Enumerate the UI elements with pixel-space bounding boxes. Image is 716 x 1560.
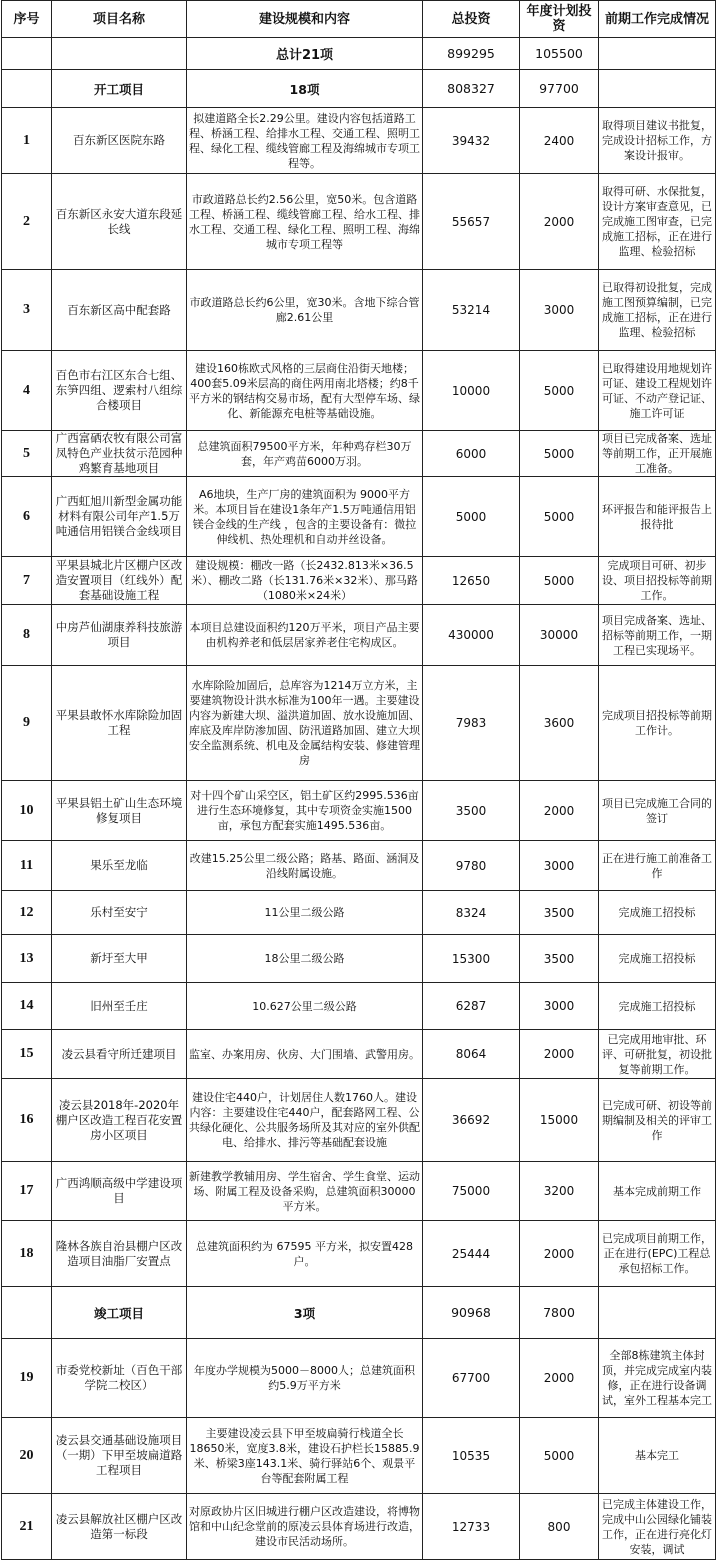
group-row (2, 1287, 716, 1339)
annual-investment: 2000 (520, 781, 599, 841)
preparation-status: 已完成项目前期工作，正在进行(EPC)工程总承包招标工作。 (599, 1221, 716, 1287)
preparation-status: 基本完工 (599, 1418, 716, 1494)
header-scale: 建设规模和内容 (187, 1, 423, 38)
row-number: 6 (2, 477, 52, 557)
row-number: 14 (2, 983, 52, 1030)
preparation-status: 完成项目可研、初步设、项目招投标等前期工作。 (599, 557, 716, 605)
annual-investment: 5000 (520, 1418, 599, 1494)
project-scale: 对十四个矿山采空区，铝土矿区约2995.536亩进行生态环境修复，其中专项资金实施1500亩，承包方配套实施1495.536亩。 (187, 781, 423, 841)
project-scale: 对原政协片区旧城进行棚户区改造建设，将博物馆和中山纪念堂前的原凌云县体育场进行改造，建设市民活动场所。 (187, 1494, 423, 1560)
total-investment: 3500 (423, 781, 520, 841)
header-no: 序号 (2, 1, 52, 38)
total-investment: 10000 (423, 351, 520, 431)
annual-investment: 5000 (520, 557, 599, 605)
table-row (2, 477, 716, 557)
header-row (2, 1, 716, 38)
header-status: 前期工作完成情况 (599, 1, 716, 38)
annual-investment: 3000 (520, 270, 599, 351)
project-name: 凌云县2018年-2020年棚户区改造工程百花安置房小区项目 (52, 1079, 187, 1162)
row-number: 18 (2, 1221, 52, 1287)
table-row (2, 841, 716, 891)
row-number: 15 (2, 1030, 52, 1079)
annual-investment: 5000 (520, 431, 599, 477)
annual-investment: 800 (520, 1494, 599, 1560)
table-row (2, 270, 716, 351)
total-investment: 7983 (423, 666, 520, 781)
total-investment: 6000 (423, 431, 520, 477)
project-name: 隆林各族自治县棚户区改造项目油脂厂安置点 (52, 1221, 187, 1287)
project-name: 平果县铝土矿山生态环境修复项目 (52, 781, 187, 841)
table-row (2, 983, 716, 1030)
project-scale: A6地块，生产厂房的建筑面积为 9000平方米。本项目旨在建设1条年产1.5万吨通信用铝镁合金线的生产线 ，包含的主要设备有：微拉伸线机、热处理机和自动并丝设备。 (187, 477, 423, 557)
project-scale: 主要建设凌云县下甲至坡扁骑行栈道全长18650米，宽度3.8米，建设石护栏长15885.9米、桥梁3座143.1米、骑行驿站6个、观景平台等配套附属工程 (187, 1418, 423, 1494)
annual-investment: 5000 (520, 351, 599, 431)
table-row (2, 1418, 716, 1494)
annual-investment: 2000 (520, 1221, 599, 1287)
project-name: 新圩至大甲 (52, 935, 187, 983)
project-scale: 总建筑面积约为 67595 平方米，拟安置428户。 (187, 1221, 423, 1287)
total-investment: 5000 (423, 477, 520, 557)
row-number: 8 (2, 605, 52, 666)
project-scale: 18公里二级公路 (187, 935, 423, 983)
project-name: 广西富硒农牧有限公司富凤特色产业扶贫示范园种鸡繁育基地项目 (52, 431, 187, 477)
total-investment: 15300 (423, 935, 520, 983)
preparation-status: 已取得初设批复，完成施工图预算编制，已完成施工招标，正在进行监理、检验招标 (599, 270, 716, 351)
preparation-status: 完成施工招投标 (599, 983, 716, 1030)
group-no (2, 70, 52, 108)
project-scale: 本项目总建设面积约120万平米，项目产品主要由机构养老和低层居家养老住宅构成区。 (187, 605, 423, 666)
project-name: 百东新区医院东路 (52, 108, 187, 174)
annual-investment: 3000 (520, 983, 599, 1030)
project-name: 凌云县解放社区棚户区改造第一标段 (52, 1494, 187, 1560)
summary-no (2, 38, 52, 70)
row-number: 16 (2, 1079, 52, 1162)
row-number: 12 (2, 891, 52, 935)
row-number: 7 (2, 557, 52, 605)
table-row (2, 935, 716, 983)
table-row (2, 174, 716, 270)
table-row (2, 781, 716, 841)
project-name: 果乐至龙临 (52, 841, 187, 891)
project-name: 乐村至安宁 (52, 891, 187, 935)
annual-investment: 2000 (520, 1030, 599, 1079)
preparation-status: 完成项目招投标等前期工作计。 (599, 666, 716, 781)
annual-investment: 3500 (520, 935, 599, 983)
table-row (2, 431, 716, 477)
table-row (2, 351, 716, 431)
project-scale: 总建筑面积79500平方米，年种鸡存栏30万套，年产鸡苗6000万羽。 (187, 431, 423, 477)
row-number: 9 (2, 666, 52, 781)
project-scale: 改建15.25公里二级公路；路基、路面、涵洞及沿线附属设施。 (187, 841, 423, 891)
total-investment: 55657 (423, 174, 520, 270)
row-number: 11 (2, 841, 52, 891)
total-investment: 36692 (423, 1079, 520, 1162)
group-count: 3项 (187, 1287, 423, 1339)
project-scale: 水库除险加固后，总库容为1214万立方米，主要建筑物设计洪水标准为100年一遇。主要建设内容为新建大坝、溢洪道加固、放水设施加固、库底及库岸防渗加固、防汛道路加固、建立大坝安全监测系统、机电及金属结构安装、修建管理房 (187, 666, 423, 781)
table-row (2, 1162, 716, 1221)
total-investment: 12733 (423, 1494, 520, 1560)
header-annual: 年度计划投资 (520, 1, 599, 38)
annual-investment: 2400 (520, 108, 599, 174)
table-row (2, 108, 716, 174)
row-number: 21 (2, 1494, 52, 1560)
row-number: 19 (2, 1339, 52, 1418)
project-name: 旧州至壬庄 (52, 983, 187, 1030)
table-row (2, 1494, 716, 1560)
summary-status (599, 38, 716, 70)
project-scale: 建设规模：棚改一路（长2432.813米×36.5米）、棚改二路（长131.76米×32米）、那马路（1080米×24米） (187, 557, 423, 605)
project-name: 凌云县看守所迁建项目 (52, 1030, 187, 1079)
project-scale: 建设160栋欧式风格的三层商住沿街天地楼；400套5.09米层高的商住两用南北塔楼；约8千平方米的钢结构交易市场，配有大型停车场、绿化、新能源充电桩等基础设施。 (187, 351, 423, 431)
total-investment: 39432 (423, 108, 520, 174)
total-investment: 8064 (423, 1030, 520, 1079)
row-number: 10 (2, 781, 52, 841)
annual-investment: 3600 (520, 666, 599, 781)
project-name: 百东新区永安大道东段延长线 (52, 174, 187, 270)
project-name: 凌云县交通基础设施项目（一期）下甲至坡扁道路工程项目 (52, 1418, 187, 1494)
annual-investment: 2000 (520, 1339, 599, 1418)
group-annual: 97700 (520, 70, 599, 108)
project-investment-table (1, 0, 716, 1560)
project-scale: 新建教学教辅用房、学生宿舍、学生食堂、运动场、附属工程及设备采购，总建筑面积30000平方米。 (187, 1162, 423, 1221)
preparation-status: 已完成可研、初设等前期编制及相关的评审工作 (599, 1079, 716, 1162)
row-number: 3 (2, 270, 52, 351)
project-scale: 年度办学规模为5000－8000人；总建筑面积约5.9万平方米 (187, 1339, 423, 1418)
table-row (2, 666, 716, 781)
row-number: 17 (2, 1162, 52, 1221)
table-row (2, 1079, 716, 1162)
total-investment: 10535 (423, 1418, 520, 1494)
row-number: 20 (2, 1418, 52, 1494)
project-name: 平果县城北片区棚户区改造安置项目（红线外）配套基础设施工程 (52, 557, 187, 605)
preparation-status: 正在进行施工前准备工作 (599, 841, 716, 891)
total-investment: 67700 (423, 1339, 520, 1418)
annual-investment: 3200 (520, 1162, 599, 1221)
summary-annual: 105500 (520, 38, 599, 70)
project-name: 百东新区高中配套路 (52, 270, 187, 351)
project-scale: 监室、办案用房、伙房、大门围墙、武警用房。 (187, 1030, 423, 1079)
row-number: 13 (2, 935, 52, 983)
preparation-status: 完成施工招投标 (599, 891, 716, 935)
group-status (599, 1287, 716, 1339)
preparation-status: 项目已完成施工合同的签订 (599, 781, 716, 841)
project-scale: 市政道路总长约2.56公里，宽50米。包含道路工程、桥涵工程、缆线管廊工程、给水工程、排水工程、交通工程、绿化工程、照明工程、海绵城市专项工程等 (187, 174, 423, 270)
row-number: 2 (2, 174, 52, 270)
total-investment: 12650 (423, 557, 520, 605)
group-no (2, 1287, 52, 1339)
project-name: 市委党校新址（百色干部学院二校区） (52, 1339, 187, 1418)
project-name: 中房芦仙湖康养科技旅游项目 (52, 605, 187, 666)
row-number: 4 (2, 351, 52, 431)
preparation-status: 项目已完成备案、选址等前期工作，正开展施工准备。 (599, 431, 716, 477)
header-total: 总投资 (423, 1, 520, 38)
group-row (2, 70, 716, 108)
preparation-status: 取得可研、水保批复，设计方案审查意见，已完成施工图审查，已完成施工招标，正在进行监理、检验招标 (599, 174, 716, 270)
group-count: 18项 (187, 70, 423, 108)
project-scale: 市政道路总长约6公里，宽30米。含地下综合管廊2.61公里 (187, 270, 423, 351)
preparation-status: 已完成主体建设工作，完成中山公园绿化铺装工作，正在进行亮化灯安装，调试 (599, 1494, 716, 1560)
preparation-status: 基本完成前期工作 (599, 1162, 716, 1221)
preparation-status: 环评报告和能评报告上报待批 (599, 477, 716, 557)
project-name: 百色市右江区东合七组、东笋四组、逻索村八组综合楼项目 (52, 351, 187, 431)
row-number: 1 (2, 108, 52, 174)
total-investment: 6287 (423, 983, 520, 1030)
total-investment: 75000 (423, 1162, 520, 1221)
project-name: 广西虹旭川新型金属功能材料有限公司年产1.5万吨通信用铝镁合金线项目 (52, 477, 187, 557)
project-scale: 建设住宅440户，计划居住人数1760人。建设内容：主要建设住宅440户，配套路网工程、公共绿化硬化、公共服务场所及其对应的室外供配电、给排水、排污等基础配套设施 (187, 1079, 423, 1162)
annual-investment: 2000 (520, 174, 599, 270)
annual-investment: 30000 (520, 605, 599, 666)
preparation-status: 已取得建设用地规划许可证、建设工程规划许可证、不动产登记证、施工许可证 (599, 351, 716, 431)
project-scale: 拟建道路全长2.29公里。建设内容包括道路工程、桥涵工程、给排水工程、交通工程、照明工程、绿化工程、缆线管廊工程及海绵城市专项工程等。 (187, 108, 423, 174)
project-scale: 11公里二级公路 (187, 891, 423, 935)
total-investment: 8324 (423, 891, 520, 935)
preparation-status: 全部8栋建筑主体封顶，并完成完成室内装修，正在进行设备调试，室外工程基本完工 (599, 1339, 716, 1418)
table-row (2, 891, 716, 935)
project-name: 广西鸿顺高级中学建设项目 (52, 1162, 187, 1221)
summary-total: 899295 (423, 38, 520, 70)
preparation-status: 已完成用地审批、环评、可研批复，初设批复等前期工作。 (599, 1030, 716, 1079)
group-status (599, 70, 716, 108)
total-investment: 25444 (423, 1221, 520, 1287)
preparation-status: 取得项目建议书批复，完成设计招标工作，方案设计报审。 (599, 108, 716, 174)
summary-name (52, 38, 187, 70)
annual-investment: 3500 (520, 891, 599, 935)
table-row (2, 1339, 716, 1418)
group-label: 竣工项目 (52, 1287, 187, 1339)
total-investment: 9780 (423, 841, 520, 891)
project-scale: 10.627公里二级公路 (187, 983, 423, 1030)
row-number: 5 (2, 431, 52, 477)
table-row (2, 557, 716, 605)
group-label: 开工项目 (52, 70, 187, 108)
preparation-status: 完成施工招投标 (599, 935, 716, 983)
group-total: 808327 (423, 70, 520, 108)
group-total: 90968 (423, 1287, 520, 1339)
preparation-status: 项目完成备案、选址、招标等前期工作，一期工程已实现场平。 (599, 605, 716, 666)
annual-investment: 15000 (520, 1079, 599, 1162)
annual-investment: 3000 (520, 841, 599, 891)
table-row (2, 1030, 716, 1079)
header-name: 项目名称 (52, 1, 187, 38)
group-annual: 7800 (520, 1287, 599, 1339)
table-row (2, 605, 716, 666)
annual-investment: 5000 (520, 477, 599, 557)
summary-label: 总计21项 (187, 38, 423, 70)
project-name: 平果县敢怀水库除险加固工程 (52, 666, 187, 781)
total-investment: 430000 (423, 605, 520, 666)
table-row (2, 1221, 716, 1287)
summary-row (2, 38, 716, 70)
total-investment: 53214 (423, 270, 520, 351)
